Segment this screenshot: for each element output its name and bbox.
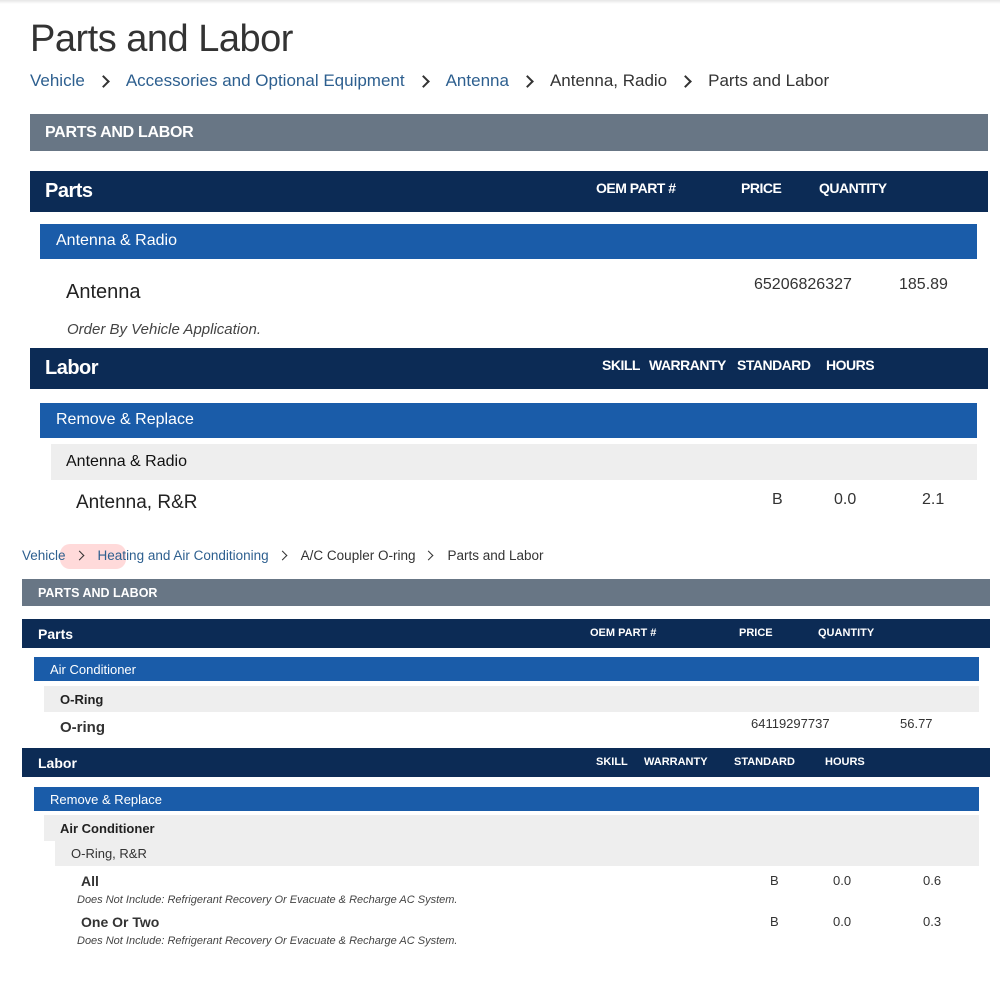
parts-header	[30, 171, 988, 212]
breadcrumb-current: Parts and Labor	[708, 71, 830, 90]
column-oem-part: OEM PART #	[596, 180, 676, 196]
part-name: O-ring	[60, 719, 105, 736]
column-hours: HOURS	[825, 756, 865, 768]
column-quantity: QUANTITY	[819, 180, 887, 196]
labor-group-remove-replace[interactable]: Remove & Replace	[40, 403, 977, 438]
breadcrumb	[30, 71, 829, 91]
labor-item-name: Antenna, R&R	[76, 492, 198, 513]
parts-heading: Parts	[38, 626, 74, 642]
part-price: 185.89	[899, 276, 948, 293]
breadcrumb-current: Parts and Labor	[447, 548, 544, 563]
parts-group-air-conditioner[interactable]: Air Conditioner	[34, 657, 979, 681]
column-standard: STANDARD	[734, 756, 795, 768]
parts-heading: Parts	[45, 180, 93, 202]
parts-group-antenna-radio[interactable]: Antenna & Radio	[40, 224, 977, 259]
column-price: PRICE	[741, 180, 782, 196]
labor-item-hours: 0.6	[923, 873, 942, 888]
breadcrumb-ac-coupler: A/C Coupler O-ring	[300, 548, 416, 563]
column-quantity: QUANTITY	[818, 627, 875, 639]
labor-item-name: One Or Two	[81, 914, 160, 930]
labor-item-skill: B	[770, 873, 779, 888]
column-oem-part: OEM PART #	[590, 627, 657, 639]
labor-item-warranty: 0.0	[833, 914, 852, 929]
page-title: Parts and Labor	[30, 18, 293, 60]
column-skill: SKILL	[602, 357, 640, 373]
labor-item-warranty: 0.0	[833, 873, 852, 888]
column-standard: STANDARD	[737, 357, 811, 373]
chevron-right-icon	[97, 75, 110, 88]
breadcrumb-accessories[interactable]: Accessories and Optional Equipment	[125, 71, 405, 90]
breadcrumb-vehicle[interactable]: Vehicle	[22, 548, 66, 563]
part-price: 56.77	[900, 716, 933, 731]
labor-subgroup-air-conditioner[interactable]: Air Conditioner	[44, 815, 979, 841]
labor-heading: Labor	[38, 755, 77, 771]
column-price: PRICE	[739, 627, 773, 639]
labor-subsubgroup-o-ring-rr[interactable]: O-Ring, R&R	[55, 840, 979, 866]
breadcrumb-antenna-radio: Antenna, Radio	[549, 71, 668, 90]
labor-item-hours: 0.3	[923, 914, 942, 929]
labor-item-note: Does Not Include: Refrigerant Recovery Or Evacuate & Recharge AC System.	[77, 894, 458, 906]
column-warranty: WARRANTY	[649, 357, 726, 373]
chevron-right-icon	[417, 75, 430, 88]
labor-item-note: Does Not Include: Refrigerant Recovery Or Evacuate & Recharge AC System.	[77, 935, 458, 947]
breadcrumb-heating-ac[interactable]: Heating and Air Conditioning	[97, 548, 269, 563]
labor-item-name: All	[81, 873, 99, 889]
column-skill: SKILL	[596, 756, 628, 768]
breadcrumb-vehicle[interactable]: Vehicle	[30, 71, 85, 90]
chevron-right-icon	[277, 551, 287, 561]
labor-item-hours: 2.1	[922, 491, 945, 508]
chevron-right-icon	[679, 75, 692, 88]
breadcrumb-antenna[interactable]: Antenna	[445, 71, 509, 90]
part-note: Order By Vehicle Application.	[67, 321, 261, 338]
labor-header	[22, 748, 990, 777]
column-hours: HOURS	[826, 357, 875, 373]
part-number: 64119297737	[751, 716, 830, 731]
chevron-right-icon	[521, 75, 534, 88]
labor-group-remove-replace[interactable]: Remove & Replace	[34, 787, 979, 811]
labor-header	[30, 348, 988, 389]
top-shadow	[0, 0, 1000, 4]
chevron-right-icon	[74, 551, 84, 561]
section-header-bar: PARTS AND LABOR	[22, 579, 990, 606]
labor-item-skill: B	[770, 914, 779, 929]
breadcrumb-2	[22, 548, 544, 563]
part-name: Antenna	[66, 281, 141, 303]
labor-item-skill: B	[772, 491, 783, 508]
labor-subgroup[interactable]: Antenna & Radio	[51, 444, 977, 480]
parts-subgroup-o-ring[interactable]: O-Ring	[44, 686, 979, 712]
labor-item-warranty: 0.0	[834, 491, 857, 508]
section-header-bar: PARTS AND LABOR	[30, 114, 988, 151]
labor-heading: Labor	[45, 357, 99, 379]
chevron-right-icon	[424, 551, 434, 561]
parts-header	[22, 619, 990, 648]
part-number: 65206826327	[754, 276, 852, 293]
column-warranty: WARRANTY	[644, 756, 708, 768]
